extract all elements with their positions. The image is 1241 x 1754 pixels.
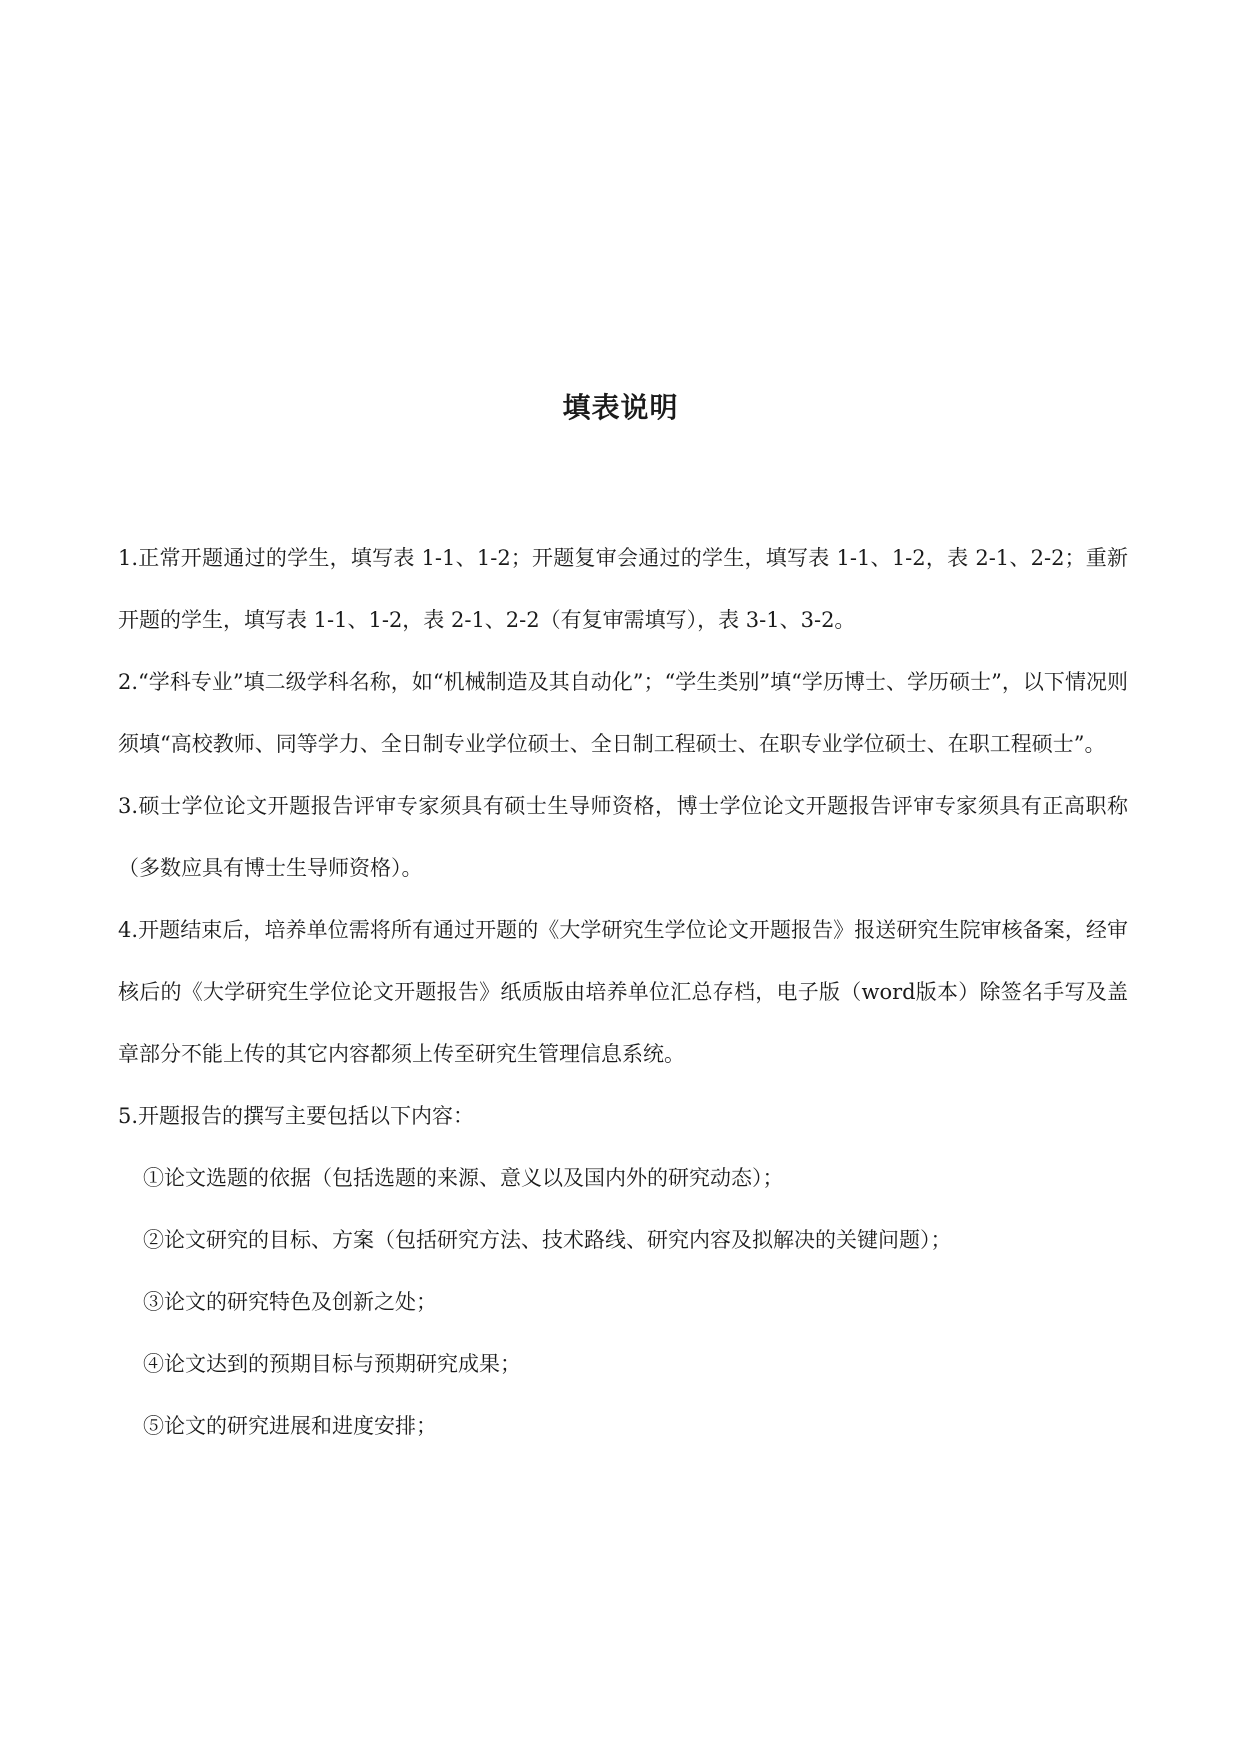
list-item: ①论文选题的依据（包括选题的来源、意义以及国内外的研究动态）； — [143, 1166, 784, 1190]
instruction-item-1: 1.正常开题通过的学生，填写表 1-1、1-2；开题复审会通过的学生，填写表 1-1、1-2，表 2-1、2-2；重新开题的学生，填写表 1-1、1-2，表 2-1、2-2（有复审需填写），表 3-1、3-2。 — [118, 546, 1128, 632]
instruction-item-5: 5.开题报告的撰写主要包括以下内容： — [118, 1104, 475, 1128]
list-item: ②论文研究的目标、方案（包括研究方法、技术路线、研究内容及拟解决的关键问题）； — [143, 1228, 952, 1252]
list-item: ⑤论文的研究进展和进度安排； — [143, 1414, 437, 1438]
instructions-body — [118, 527, 1128, 1457]
list-item: ④论文达到的预期目标与预期研究成果； — [143, 1352, 521, 1376]
instruction-item-4: 4.开题结束后，培养单位需将所有通过开题的《大学研究生学位论文开题报告》报送研究生院审核备案，经审核后的《大学研究生学位论文开题报告》纸质版由培养单位汇总存档，电子版（word版本）除签名手写及盖章部分不能上传的其它内容都须上传至研究生管理信息系统。 — [118, 918, 1128, 1066]
instruction-item-2: 2.“学科专业”填二级学科名称，如“机械制造及其自动化”；“学生类别”填“学历博士、学历硕士”，以下情况则须填“高校教师、同等学力、全日制专业学位硕士、全日制工程硕士、在职专业学位硕士、在职工程硕士”。 — [118, 670, 1128, 756]
report-content-list — [118, 1147, 1128, 1457]
list-item: ③论文的研究特色及创新之处； — [143, 1290, 437, 1314]
page-title: 填表说明 — [562, 391, 679, 424]
instruction-item-3: 3.硕士学位论文开题报告评审专家须具有硕士生导师资格，博士学位论文开题报告评审专家须具有正高职称（多数应具有博士生导师资格）。 — [118, 794, 1128, 880]
